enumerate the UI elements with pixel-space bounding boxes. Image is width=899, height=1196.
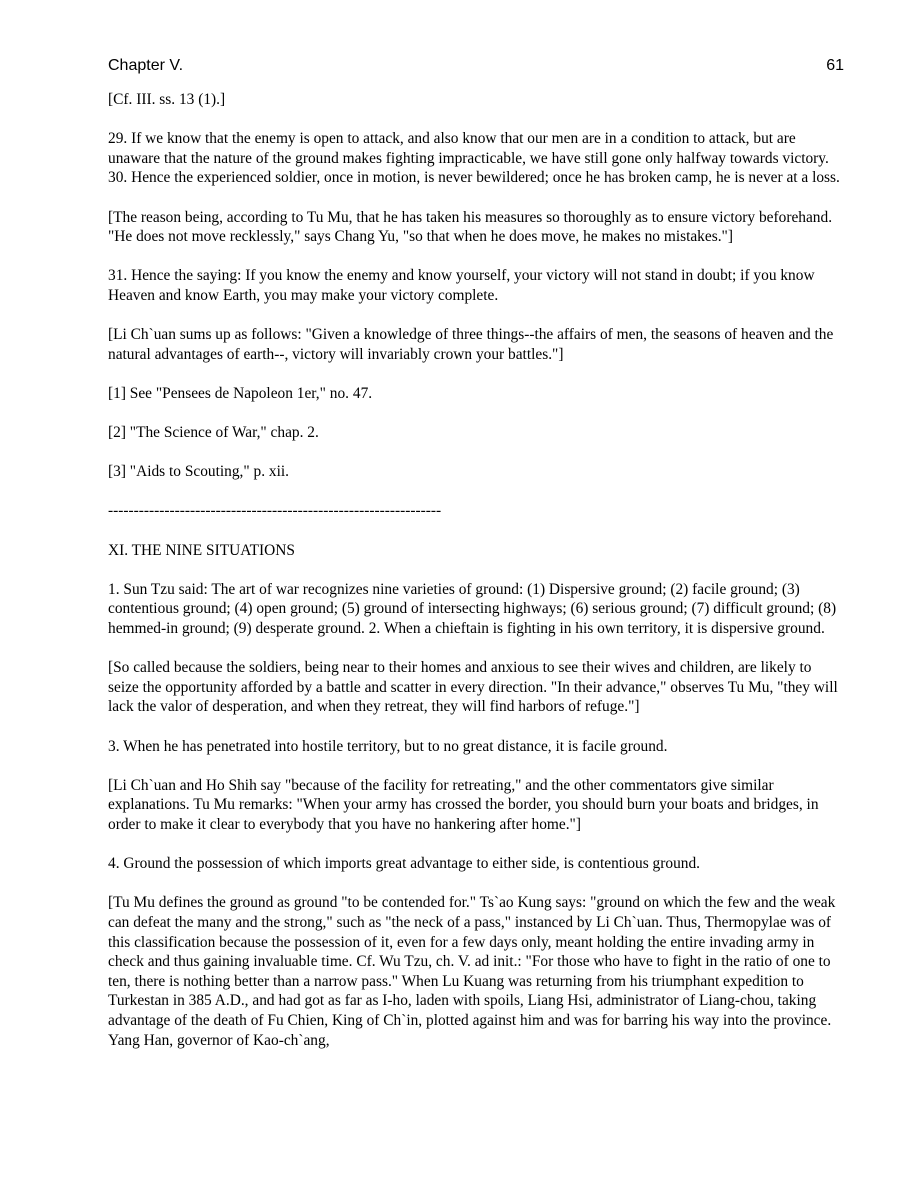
footnote-2: [2] "The Science of War," chap. 2.	[108, 424, 319, 442]
page-body	[108, 90, 844, 1070]
paragraph-1-2: 1. Sun Tzu said: The art of war recognizes nine varieties of ground: (1) Dispersive ground; (2) facile ground; (3) contentious ground; (4) open ground; (5) ground of intersecting highways; (6) serious ground; (7) difficult ground; (8) hemmed-in ground; (9) desperate ground. 2. When a chieftain is fighting in his own territory, it is dispersive ground.	[108, 580, 837, 638]
citation-note: [Cf. III. ss. 13 (1).]	[108, 91, 226, 108]
section-heading: XI. THE NINE SITUATIONS	[108, 541, 295, 559]
chapter-title: Chapter V.	[108, 57, 184, 74]
commentary-paragraph: [Tu Mu defines the ground as ground "to be contended for." Ts`ao Kung says: "ground on which the few and the weak can defeat the many and the strong," such as "the neck of a pass," instanced by Li Ch`uan. Thus, Thermopylae was of this classification because the possession of it, even for a few days only, meant holding the entire invading army in check and thus gaining invaluable time. Cf. Wu Tzu, ch. V. ad init.: "For those who have to fight in the ratio of one to ten, there is nothing better than a narrow pass." When Lu Kuang was returning from his triumphant expedition to Turkestan in 385 A.D., and had got as far as I-ho, laden with spoils, Liang Hsi, administrator of Liang-chou, taking advantage of the death of Fu Chien, King of Ch`in, plotted against him and was for barring his way into the province. Yang Han, governor of Kao-ch`ang,	[108, 894, 836, 1049]
commentary-paragraph: [So called because the soldiers, being near to their homes and anxious to see their wives and children, are likely to seize the opportunity afforded by a battle and scatter in every direction. "In their advance," observes Tu Mu, "they will lack the valor of desperation, and when they retreat, they will find harbors of refuge."]	[108, 659, 838, 716]
paragraph-4: 4. Ground the possession of which imports great advantage to either side, is contentious ground.	[108, 855, 700, 873]
running-header	[108, 57, 844, 79]
paragraph-3: 3. When he has penetrated into hostile territory, but to no great distance, it is facile ground.	[108, 737, 668, 755]
commentary-paragraph: [Li Ch`uan and Ho Shih say "because of the facility for retreating," and the other commentators give similar explanations. Tu Mu remarks: "When your army has crossed the border, you should burn your boats and bridges, in order to make it clear to everybody that you have no hankering after home."]	[108, 776, 819, 833]
footnote-3: [3] "Aids to Scouting," p. xii.	[108, 463, 290, 481]
commentary-paragraph: [The reason being, according to Tu Mu, that he has taken his measures so thoroughly as to ensure victory beforehand. "He does not move recklessly," says Chang Yu, "so that when he does move, he makes no mistakes."]	[108, 208, 833, 246]
commentary-paragraph: [Li Ch`uan sums up as follows: "Given a knowledge of three things--the affairs of men, the seasons of heaven and the natural advantages of earth--, victory will invariably crown your battles."]	[108, 326, 834, 363]
paragraph-29-30: 29. If we know that the enemy is open to attack, and also know that our men are in a condition to attack, but are unaware that the nature of the ground makes fighting impracticable, we have still gone only halfway towards victory. 30. Hence the experienced soldier, once in motion, is never bewildered; once he has broken camp, he is never at a loss.	[108, 130, 840, 187]
page-number: 61	[826, 57, 844, 74]
section-divider: -----------------------------------------------------------------	[108, 502, 442, 520]
paragraph-31: 31. Hence the saying: If you know the enemy and know yourself, your victory will not stand in doubt; if you know Heaven and know Earth, you may make your victory complete.	[108, 267, 815, 304]
footnote-1: [1] See "Pensees de Napoleon 1er," no. 47.	[108, 384, 373, 402]
